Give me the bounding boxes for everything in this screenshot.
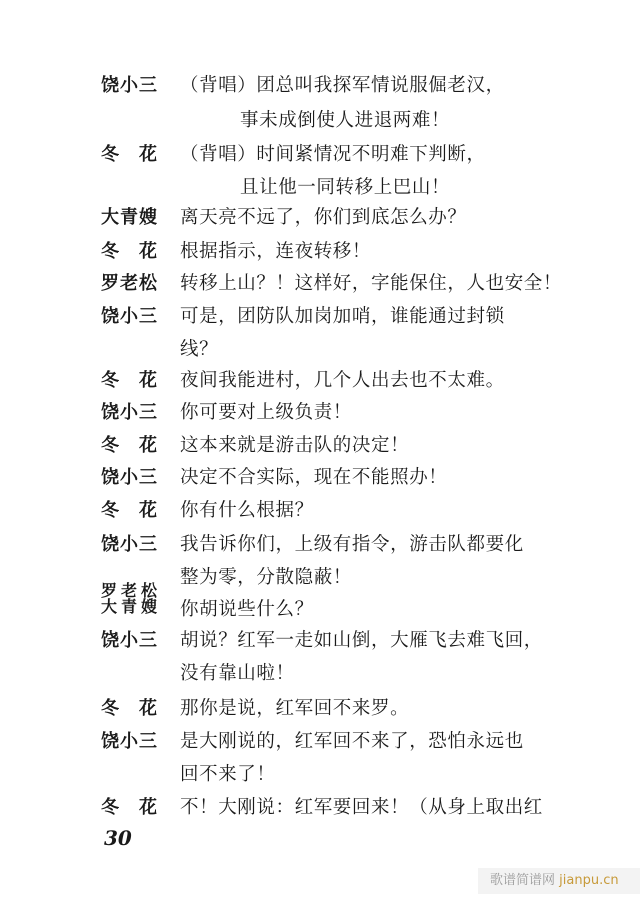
speaker-name: 冬花 <box>101 698 157 719</box>
dialogue-line <box>0 694 640 724</box>
speaker-name-1: 罗老松 <box>101 581 157 600</box>
dialogue-line <box>0 173 640 203</box>
speaker-name: 饶小三 <box>101 306 157 327</box>
speaker-name: 饶小三 <box>101 630 157 651</box>
speaker-name: 饶小三 <box>101 534 157 555</box>
dialogue-line <box>0 106 640 136</box>
dialogue-line <box>0 71 640 101</box>
dialogue-text: 你胡说些什么？ <box>180 599 314 620</box>
dialogue-line <box>0 760 640 790</box>
dialogue-text: 你可要对上级负责！ <box>180 402 352 423</box>
dialogue-text: 决定不合实际，现在不能照办！ <box>180 467 448 488</box>
dialogue-text: 可是，团防队加岗加哨，谁能通过封锁 <box>180 306 505 327</box>
speaker-name: 冬花 <box>101 435 157 456</box>
watermark-site: 歌谱简谱网 <box>490 873 556 888</box>
dialogue-line <box>0 398 640 428</box>
dialogue-text: 回不来了！ <box>180 764 276 785</box>
dialogue-line <box>0 203 640 233</box>
dialogue-text: 不！大刚说：红军要回来！（从身上取出红 <box>180 797 543 818</box>
dialogue-text: 那你是说，红军回不来罗。 <box>180 698 410 719</box>
dialogue-line <box>0 366 640 396</box>
dialogue-line <box>0 581 640 625</box>
dialogue-line <box>0 431 640 461</box>
dialogue-line <box>0 269 640 299</box>
dialogue-line <box>0 793 640 823</box>
speaker-name: 饶小三 <box>101 75 157 96</box>
dialogue-text: 事未成倒使人进退两难！ <box>240 110 451 131</box>
dialogue-text: 没有靠山啦！ <box>180 663 295 684</box>
dialogue-text: 线？ <box>180 339 219 360</box>
speaker-name: 冬花 <box>101 797 157 818</box>
dialogue-line <box>0 463 640 493</box>
dialogue-text: （背唱）团总叫我探军情说服倔老汉， <box>180 75 505 96</box>
dialogue-text: 整为零，分散隐蔽！ <box>180 567 352 588</box>
dialogue-line <box>0 237 640 267</box>
dialogue-text: 且让他一同转移上巴山！ <box>240 177 451 198</box>
speaker-name <box>101 583 157 615</box>
watermark <box>478 868 640 894</box>
dialogue-text: 转移上山？！这样好，字能保住，人也安全！ <box>180 273 563 294</box>
dialogue-text: 你有什么根据？ <box>180 500 314 521</box>
dialogue-line <box>0 659 640 689</box>
dialogue-text: 离天亮不远了，你们到底怎么办？ <box>180 207 467 228</box>
speaker-name-2: 大青嫂 <box>101 597 157 616</box>
speaker-name: 饶小三 <box>101 402 157 423</box>
watermark-domain: jianpu.cn <box>559 873 619 888</box>
speaker-name: 冬花 <box>101 370 157 391</box>
speaker-name: 冬花 <box>101 241 157 262</box>
dialogue-text: （背唱）时间紧情况不明难下判断， <box>180 144 486 165</box>
speaker-name: 饶小三 <box>101 467 157 488</box>
dialogue-line <box>0 140 640 170</box>
dialogue-line <box>0 530 640 560</box>
dialogue-line <box>0 626 640 656</box>
speaker-name: 冬花 <box>101 144 157 165</box>
dialogue-line <box>0 563 640 593</box>
dialogue-text: 这本来就是游击队的决定！ <box>180 435 410 456</box>
dialogue-text: 根据指示，连夜转移！ <box>180 241 372 262</box>
dialogue-line <box>0 302 640 332</box>
dialogue-text: 我告诉你们，上级有指令，游击队都要化 <box>180 534 524 555</box>
speaker-name: 饶小三 <box>101 731 157 752</box>
dialogue-text: 是大刚说的，红军回不来了，恐怕永远也 <box>180 731 524 752</box>
speaker-name: 大青嫂 <box>101 207 157 228</box>
dialogue-text: 胡说？红军一走如山倒，大雁飞去难飞回， <box>180 630 543 651</box>
dialogue-text: 夜间我能进村，几个人出去也不太难。 <box>180 370 505 391</box>
dialogue-line <box>0 727 640 757</box>
page-number: 30 <box>104 826 132 850</box>
speaker-name: 罗老松 <box>101 273 157 294</box>
dialogue-line <box>0 335 640 365</box>
dialogue-line <box>0 496 640 526</box>
speaker-name: 冬花 <box>101 500 157 521</box>
